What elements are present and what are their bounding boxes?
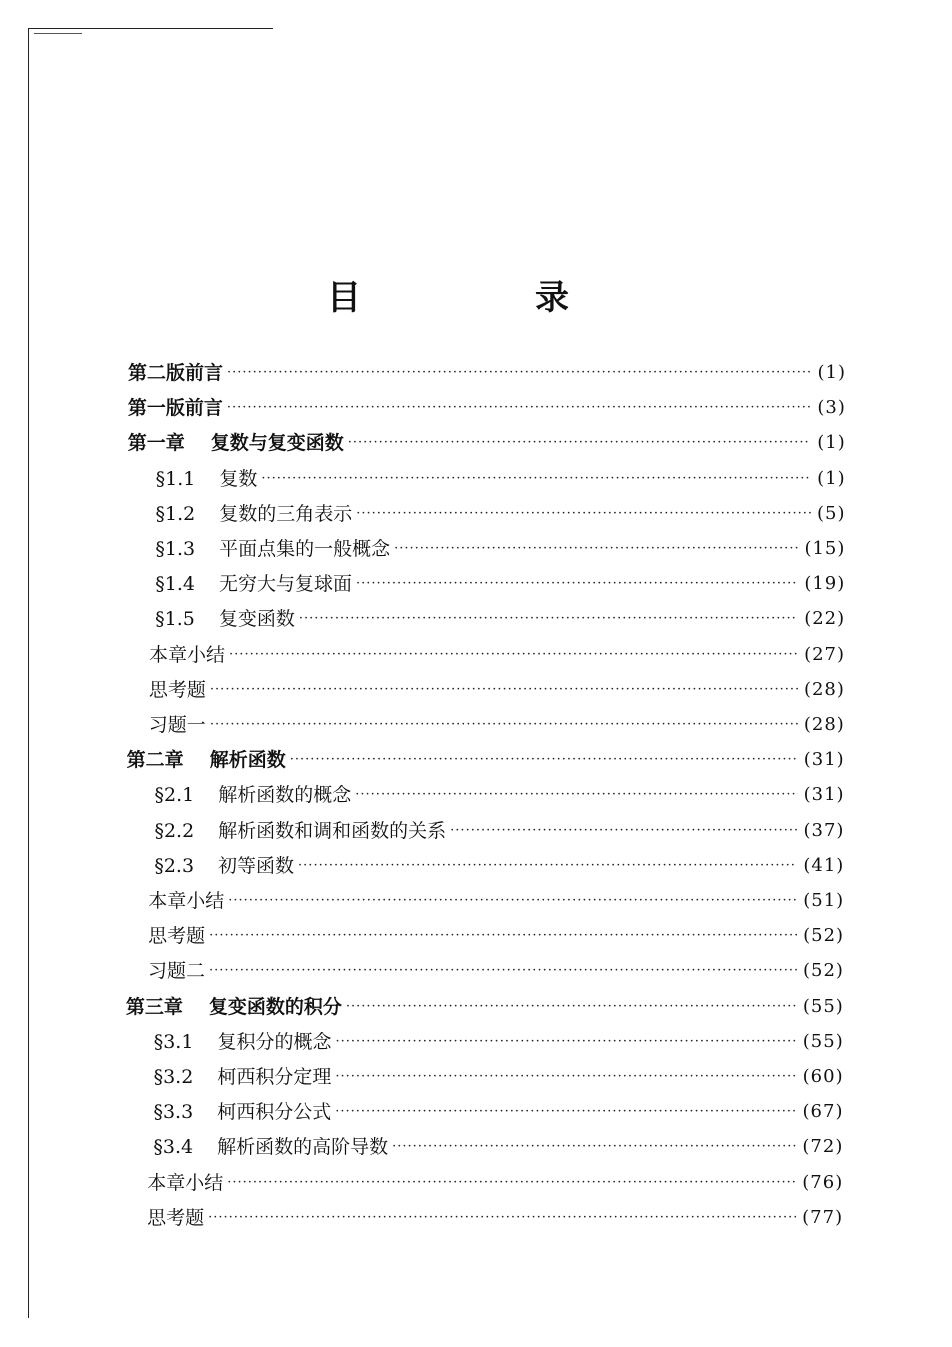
toc-entry-number: §1.5 [155,608,195,631]
toc-entry [155,571,845,597]
toc-entry [126,994,844,1020]
dot-leader [208,1205,796,1231]
toc-page-number: (37) [803,819,845,841]
dot-leader [299,606,798,632]
toc-entry-number: §1.4 [155,573,195,596]
toc-entry [154,1064,844,1090]
dot-leader [227,1170,796,1196]
dot-leader [335,1064,796,1090]
toc-page-number: (19) [804,573,846,595]
toc-page-number: (28) [803,714,845,735]
scan-border-top [28,28,273,29]
toc-entry-label: 平面点集的一般概念 [219,538,391,560]
dot-leader [335,1099,796,1125]
dot-leader [228,888,797,914]
toc-entry-label: 习题一 [148,714,206,736]
scan-border-left [28,28,29,1318]
toc-entry-title [155,571,352,597]
toc-entry [154,818,844,844]
toc-entry-label: 本章小结 [148,890,225,912]
toc-entry-title [148,888,224,914]
dot-leader [356,571,798,597]
dot-leader [210,712,798,738]
toc-entry-label: 解析函数和调和函数的关系 [218,819,447,842]
dot-leader [392,1134,796,1160]
toc-page-number: (3) [817,397,846,419]
dot-leader [227,360,811,386]
dot-leader [298,853,797,879]
toc-entry [128,360,846,386]
toc-entry-number: §3.1 [153,1030,194,1053]
toc-entry [149,677,845,703]
toc-entry-number: §1.3 [155,538,196,560]
toc-entry [155,782,845,808]
toc-entry-label: 复数 [219,467,258,490]
toc-page-number: (67) [802,1101,844,1123]
toc-entry-title [127,747,286,773]
dot-leader [394,536,798,562]
toc-entry-number: §2.3 [154,854,195,877]
toc-entry-number: 第一章 [127,432,185,455]
toc-entry-label: 第二版前言 [128,362,224,384]
toc-page-number: (52) [803,960,844,982]
toc-entry [148,888,844,914]
toc-entry-title [153,1134,388,1160]
toc-entry-title [149,712,206,738]
toc-entry-title [154,1064,332,1090]
toc-entry-title [154,853,294,879]
toc-entry-label: 本章小结 [147,1171,224,1194]
toc-entry-title [128,360,223,386]
toc-entry-number: §3.4 [153,1136,194,1159]
toc-entry [149,712,845,738]
dot-leader [209,958,797,984]
toc-page-number: (77) [802,1206,844,1228]
dot-leader [335,1029,796,1055]
toc-entry-title [155,536,390,562]
toc-page-number: (1) [817,432,846,454]
toc-entry-title [155,782,352,808]
toc-entry-title [128,430,344,456]
toc-entry-number: §1.2 [155,502,196,525]
toc-entry-label: 解析函数的高阶导数 [217,1136,389,1159]
toc-entry-title [154,818,446,844]
toc-entry-title [147,1205,204,1231]
dot-leader [346,994,797,1020]
dot-leader [227,395,811,421]
toc-page-number: (22) [804,608,846,630]
toc-page-number: (51) [803,890,845,911]
toc-entry-label: 复积分的概念 [217,1030,332,1053]
toc-page-number: (55) [802,995,844,1017]
toc-entry-label: 习题二 [147,960,205,983]
toc-page-number: (27) [804,643,846,665]
toc-entry-label: 复变函数的积分 [208,995,342,1018]
toc-entry-label: 柯西积分公式 [217,1101,332,1124]
toc-entry [153,1134,843,1160]
toc-entry [128,395,846,421]
toc-entry [154,853,844,879]
dot-leader [209,923,797,949]
toc-entry-title [128,395,223,421]
toc-entry-number: §2.1 [154,784,195,807]
dot-leader [450,818,797,844]
toc-entry-label: 解析函数 [209,749,286,772]
toc-page-number: (31) [803,749,845,771]
toc-page-number: (15) [804,538,846,559]
toc-entry-label: 思考题 [148,925,206,948]
toc-entry [154,1029,844,1055]
toc-entry-title [148,923,205,949]
toc-entry-title [126,994,342,1020]
toc-entry-title [149,677,206,703]
toc-entry [153,1099,843,1125]
dot-leader [290,747,798,773]
toc-entry [156,501,846,527]
toc-entry-title [156,466,258,492]
dot-leader [355,782,797,808]
dot-leader [229,642,798,668]
toc-entry [148,958,844,984]
toc-page-number: (1) [817,362,846,383]
toc-page-number: (41) [803,854,845,876]
dot-leader [261,466,811,492]
toc-entry [155,536,845,562]
toc-entry-title [148,958,205,984]
toc-entry-number: §2.2 [154,819,195,842]
dot-leader [356,501,811,527]
toc-page-number: (72) [802,1136,844,1158]
toc-page-number: (76) [802,1171,844,1193]
toc-entry [155,606,845,632]
toc-entry [147,1170,843,1196]
toc-entry-label: 思考题 [148,678,206,701]
toc-entry-number: §3.2 [153,1066,194,1088]
dot-leader [348,430,811,456]
toc-page-number: (55) [802,1030,844,1052]
toc-entry-label: 解析函数的概念 [218,784,352,807]
toc-entry-label: 复数的三角表示 [219,502,353,525]
toc-page-number: (1) [817,467,846,489]
toc-entry-label: 柯西积分定理 [217,1066,332,1088]
toc-entry [147,1205,843,1231]
toc-entry [127,747,845,773]
scan-mark [34,33,82,34]
toc-entry [149,642,845,668]
toc-page-number: (60) [802,1066,844,1087]
toc-entry-title [155,606,295,632]
toc-entry-number: 第三章 [125,995,183,1018]
toc-entry [148,923,844,949]
toc-entry-label: 复变函数 [218,608,295,631]
toc-entry-number: 第二章 [126,749,184,772]
page-title: 目 录 [327,278,639,318]
toc-entry-title [147,1170,223,1196]
toc-entry [156,466,846,492]
toc-entry-title [149,642,225,668]
toc-entry-label: 本章小结 [149,643,226,666]
toc-entry-title [154,1029,332,1055]
toc-entry-number: §3.3 [153,1101,194,1124]
toc-entry-label: 思考题 [147,1206,205,1229]
toc-entry-label: 第一版前言 [127,397,223,420]
toc-entry-number: §1.1 [155,467,196,490]
toc-entry-label: 初等函数 [218,854,295,877]
toc-page-number: (28) [803,678,845,700]
toc-page-number: (5) [817,502,846,524]
toc-entry-title [153,1099,331,1125]
toc-entry-title [156,501,353,527]
toc-page-number: (52) [803,925,845,947]
toc-entry [128,430,846,456]
dot-leader [210,677,798,703]
toc-entry-label: 复数与复变函数 [210,432,344,455]
toc-page-number: (31) [803,784,845,806]
toc-entry-label: 无穷大与复球面 [218,573,352,596]
